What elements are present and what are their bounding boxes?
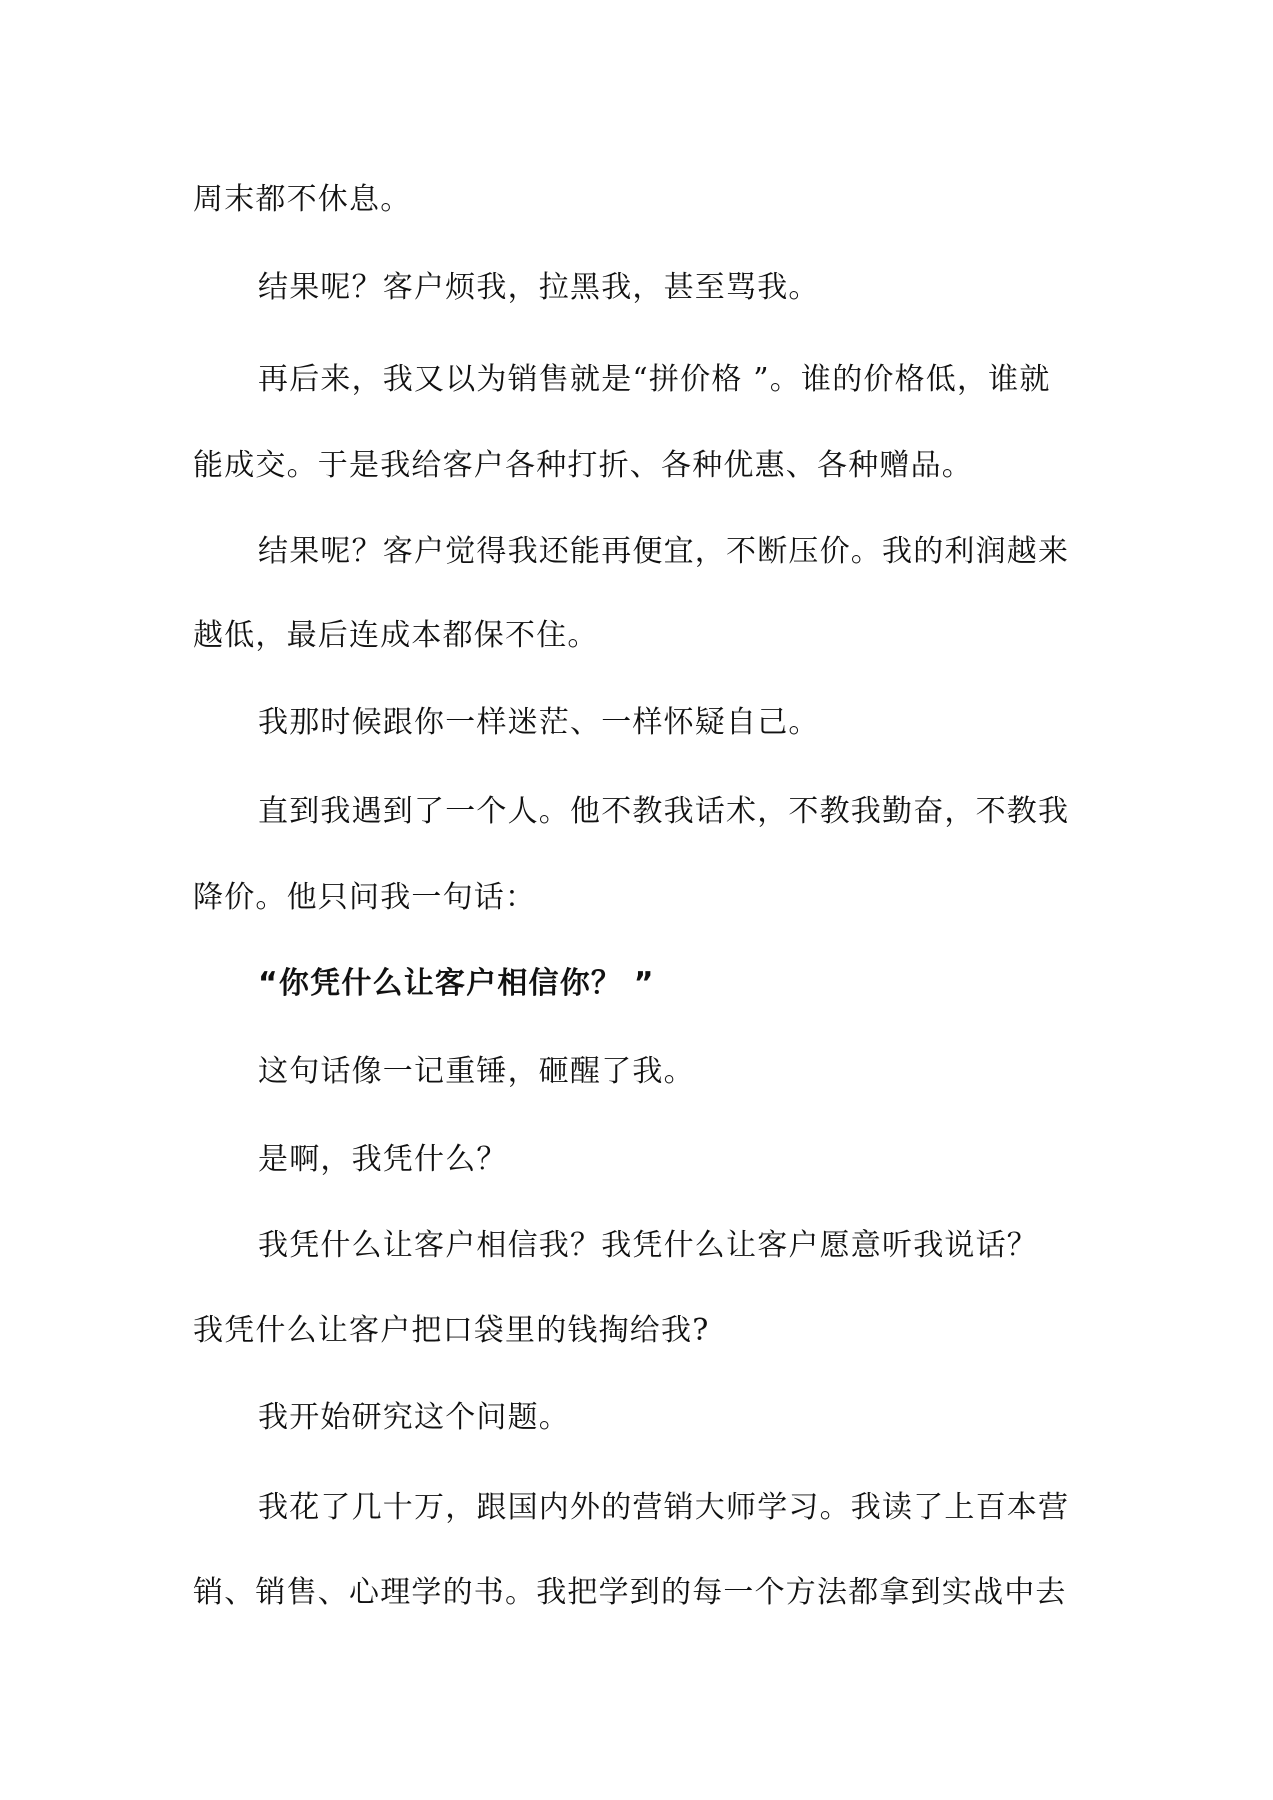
text-line: 我凭什么让客户相信我？我凭什么让客户愿意听我说话？ bbox=[258, 1228, 1038, 1263]
text-line: 我凭什么让客户把口袋里的钱掏给我? bbox=[193, 1313, 710, 1348]
quote-line: “你凭什么让客户相信你？ ” bbox=[258, 966, 655, 1001]
text-line: 越低，最后连成本都保不住。 bbox=[193, 618, 599, 653]
text-line: 结果呢？客户烦我，拉黑我，甚至骂我。 bbox=[258, 270, 820, 305]
text-line: 我开始研究这个问题。 bbox=[258, 1400, 570, 1435]
text-line: 周末都不休息。 bbox=[193, 182, 412, 217]
text-line: 我那时候跟你一样迷茫、一样怀疑自己。 bbox=[258, 705, 820, 740]
text-line: 结果呢？客户觉得我还能再便宜，不断压价。我的利润越来 bbox=[258, 534, 1070, 569]
text-line: 我花了几十万，跟国内外的营销大师学习。我读了上百本营 bbox=[258, 1490, 1070, 1525]
text-line: 直到我遇到了一个人。他不教我话术，不教我勤奋，不教我 bbox=[258, 794, 1070, 829]
text-line: 降价。他只问我一句话： bbox=[193, 880, 537, 915]
text-line: 销、销售、心理学的书。我把学到的每一个方法都拿到实战中去 bbox=[193, 1575, 1067, 1610]
text-line: 再后来，我又以为销售就是“拼价格 ”。谁的价格低，谁就 bbox=[258, 362, 1051, 397]
text-line: 是啊，我凭什么？ bbox=[258, 1142, 508, 1177]
text-line: 能成交。于是我给客户各种打折、各种优惠、各种赠品。 bbox=[193, 448, 973, 483]
text-line: 这句话像一记重锤，砸醒了我。 bbox=[258, 1054, 695, 1089]
